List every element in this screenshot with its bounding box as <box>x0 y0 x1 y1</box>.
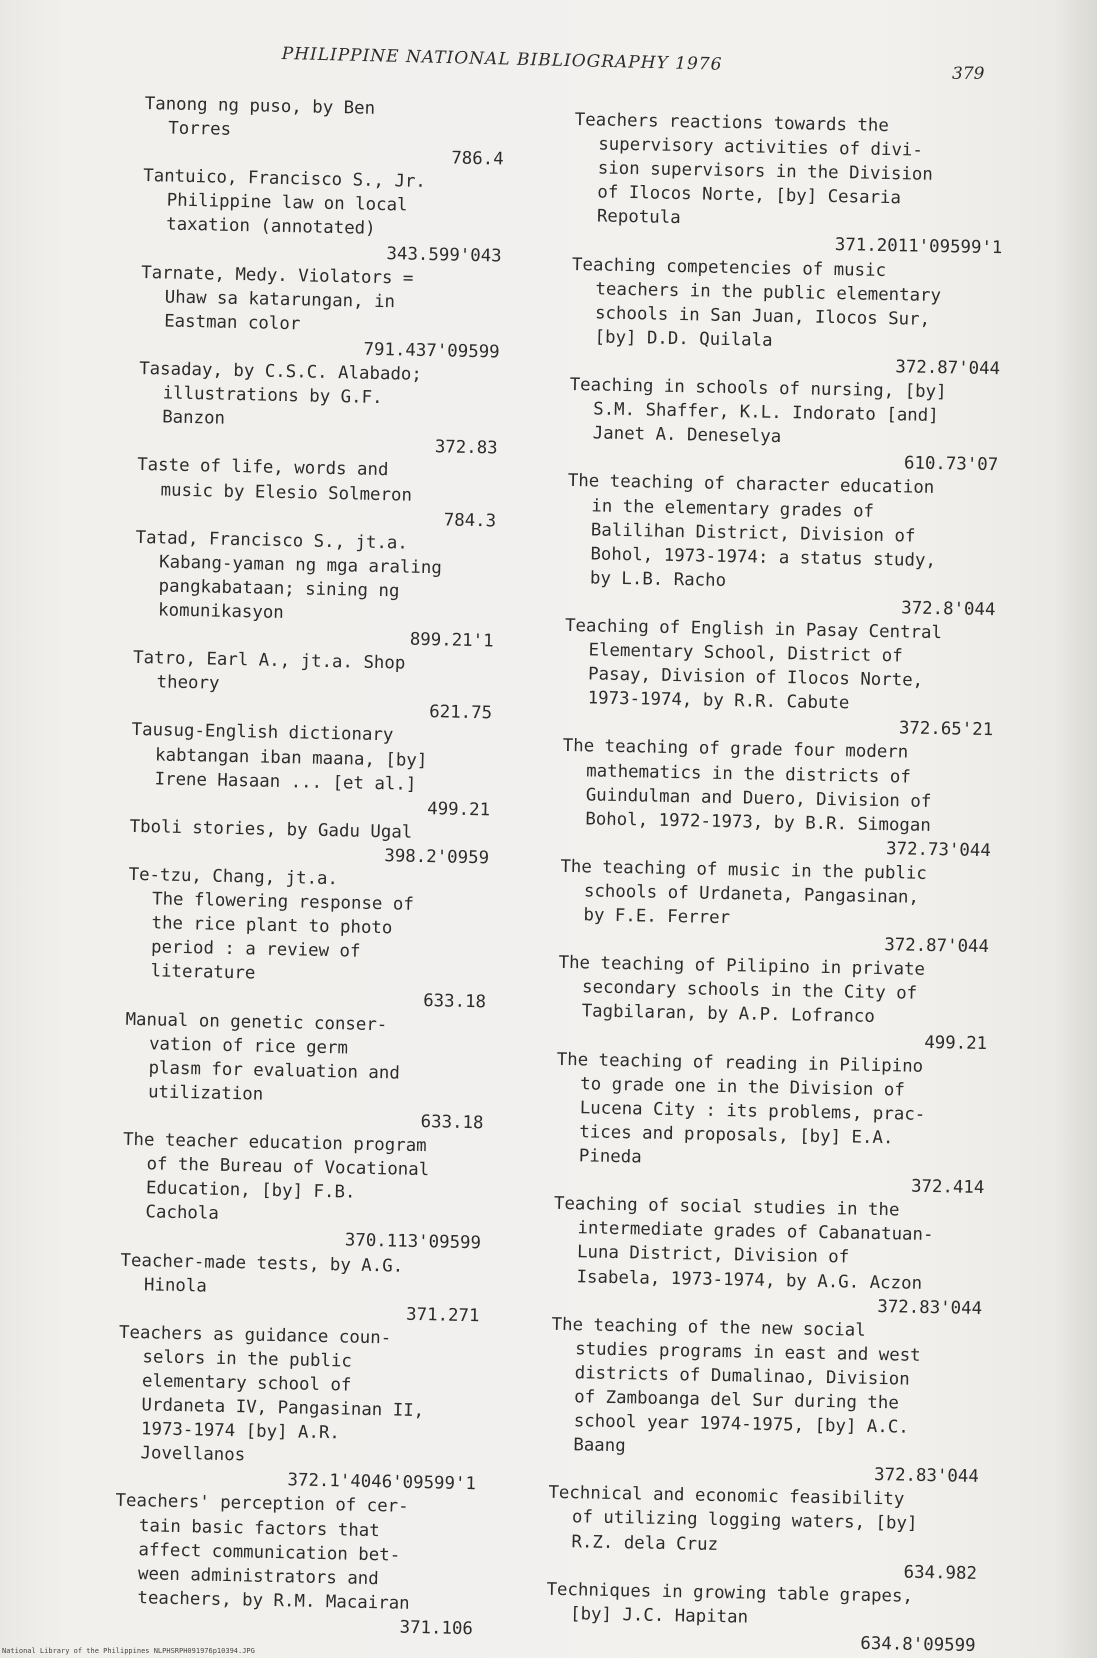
entry-text: The teaching of reading in Pilipino to grade one in the Division of Lucena City : its problems, prac- tices and proposals, [by] E.A. Pineda <box>556 1049 926 1168</box>
entry-text: The teaching of Pilipino in private secondary schools in the City of Tagbilaran, by A.P. Lofranco <box>558 953 926 1028</box>
classification-number: 786.4 <box>451 148 504 170</box>
entry-text: The teaching of music in the public schools of Urdaneta, Pangasinan, by F.E. Ferrer <box>560 856 928 929</box>
entry-text: Te-tzu, Chang, jt.a. The flowering response of the rice plant to photo period : a review of literature <box>128 864 415 984</box>
bibliography-entry <box>123 1007 485 1135</box>
bibliography-entry <box>547 1481 979 1586</box>
bibliography-entry <box>141 164 503 268</box>
bibliography-entry <box>570 253 1002 382</box>
bibliography-entry <box>549 1312 982 1489</box>
bibliography-entry <box>119 1248 480 1328</box>
bibliography-entry <box>561 734 993 863</box>
bibliography-entry <box>559 855 991 960</box>
classification-number: 371.271 <box>405 1304 480 1326</box>
entry-text: Teachers as guidance coun- selors in the public elementary school of Urdaneta IV, Pangasinan II, 1973-1974 [by] A.R. Jovellanos <box>118 1322 425 1466</box>
right-column <box>545 108 1005 1658</box>
entry-text: Tasaday, by C.S.C. Alabado; illustrations by G.F. Banzon <box>138 358 423 429</box>
classification-number: 899.21'1 <box>409 629 494 652</box>
running-header-title: PHILIPPINE NATIONAL BIBLIOGRAPHY 1976 <box>281 44 723 75</box>
entry-text: Teaching of English in Pasay Central Elementary School, District of Pasay, Division of Ilocos Norte, 1973-1974, by R.R. Cabute <box>564 615 943 714</box>
bibliography-entry <box>137 357 499 461</box>
entry-text: Teachers' perception of cer- tain basic factors that affect communication bet- ween administrators and teachers, by R.M. Macairan <box>115 1491 410 1614</box>
classification-number: 370.113'09599 <box>344 1230 482 1254</box>
classification-number: 499.21 <box>924 1032 988 1054</box>
bibliography-entry <box>554 1047 987 1200</box>
entry-text: Tarnate, Medy. Violators = Uhaw sa katarungan, in Eastman color <box>141 262 414 335</box>
entry-text: Tausug-English dictionary kabtangan iban maana, [by] Irene Hasaan ... [et al.] <box>131 720 428 795</box>
entry-text: Tantuico, Francisco S., Jr. Philippine law on local taxation (annotated) <box>143 166 427 240</box>
bibliography-entry <box>121 1128 483 1256</box>
classification-number: 371.2011'09599'1 <box>834 235 1003 259</box>
classification-number: 372.83'044 <box>877 1296 983 1319</box>
classification-number: 343.599'043 <box>386 243 502 267</box>
bibliography-entry <box>130 718 492 822</box>
classification-number: 372.1'4046'09599'1 <box>287 1470 477 1495</box>
entry-text: Teachers reactions towards the supervisory activities of divi- sion supervisors in the Division of Ilocos Norte, [by] Cesaria Repotula <box>574 109 934 229</box>
bibliography-entry <box>565 469 998 622</box>
classification-number: 372.87'044 <box>884 935 990 958</box>
bibliography-entry <box>572 108 1005 261</box>
entry-text: The teaching of character education in the elementary grades of Balilihan District, Division of Bohol, 1973-1974: a status study, by L.B. Racho <box>567 471 937 591</box>
entry-text: Tatad, Francisco S., jt.a. Kabang-yaman ng mga araling pangkabataan; sining ng komunikasyon <box>135 527 443 623</box>
left-column <box>113 92 505 1641</box>
entry-text: Teaching of social studies in the intermediate grades of Cabanatuan- Luna District, Division of Isabela, 1973-1974, by A.G. Aczon <box>553 1194 934 1294</box>
bibliography-entry <box>552 1192 984 1321</box>
bibliography-entry <box>568 373 1000 478</box>
entry-text: Tanong ng puso, by Ben Torres <box>144 93 376 140</box>
classification-number: 372.83'044 <box>873 1465 979 1488</box>
entry-text: Manual on genetic conser- vation of rice germ plasm for evaluation and utilization <box>125 1009 400 1105</box>
classification-number: 610.73'07 <box>903 453 999 476</box>
classification-number: 634.982 <box>903 1562 978 1584</box>
bibliography-entry <box>129 815 490 871</box>
bibliography-entry <box>136 453 497 533</box>
bibliography-entry <box>126 863 489 1015</box>
classification-number: 621.75 <box>429 702 493 724</box>
classification-number: 372.8'044 <box>901 598 996 621</box>
classification-number: 499.21 <box>427 798 491 821</box>
bibliography-entry <box>113 1489 476 1641</box>
classification-number: 634.8'09599 <box>860 1633 976 1656</box>
classification-number: 372.87'044 <box>895 357 1001 380</box>
classification-number: 371.106 <box>399 1617 474 1640</box>
classification-number: 372.83 <box>434 437 498 459</box>
classification-number: 791.437'09599 <box>363 339 500 363</box>
bibliography-entry <box>143 92 504 172</box>
entry-text: The teacher education program of the Bureau of Vocational Education, [by] F.B. Cachola <box>122 1129 430 1225</box>
classification-number: 633.18 <box>420 1111 484 1134</box>
page-number: 379 <box>952 64 985 84</box>
entry-text: Technical and economic feasibility of utilizing logging waters, [by] R.Z. dela Cruz <box>548 1483 918 1555</box>
scan-footer: National Library of the Philippines NLPHSRPH091976p10394.JPG <box>2 1647 255 1655</box>
entry-text: Teaching in schools of nursing, [by] S.M. Shaffer, K.L. Indorato [and] Janet A. Deneselya <box>569 374 947 448</box>
bibliography-entry <box>133 526 495 654</box>
classification-number: 372.414 <box>910 1176 985 1199</box>
bibliography-entry <box>139 261 501 365</box>
bibliography-entry <box>116 1321 479 1497</box>
entry-text: Tboli stories, by Gadu Ugal <box>129 816 413 843</box>
entry-text: Teaching competencies of music teachers in the public elementary schools in San Juan, Ilocos Sur, [by] D.D. Quilala <box>571 254 942 351</box>
classification-number: 372.73'044 <box>885 838 992 861</box>
entry-text: Tatro, Earl A., jt.a. Shop theory <box>132 648 406 694</box>
entry-text: Techniques in growing table grapes, [by] J.C. Hapitan <box>546 1579 914 1628</box>
entry-text: The teaching of grade four modern mathematics in the districts of Guindulman and Duero, Division of Bohol, 1972-1973, by B.R. Simogan <box>562 736 932 836</box>
classification-number: 784.3 <box>443 509 497 532</box>
bibliography-entry <box>132 646 493 726</box>
bibliography-entry <box>563 614 995 743</box>
entry-text: The teaching of the new social studies programs in east and west districts of Dumalinao, Division of Zamboanga del Sur during the school year 1974-1975, [by] A.C. Baang <box>551 1314 921 1457</box>
entry-text: Taste of life, words and music by Elesio Solmeron <box>136 455 413 506</box>
bibliography-entry <box>557 951 989 1056</box>
entry-text: Teacher-made tests, by A.G. Hinola <box>120 1250 404 1297</box>
classification-number: 633.18 <box>422 991 487 1013</box>
bibliography-entry <box>545 1577 976 1658</box>
classification-number: 372.65'21 <box>898 718 994 741</box>
classification-number: 398.2'0959 <box>384 846 490 869</box>
